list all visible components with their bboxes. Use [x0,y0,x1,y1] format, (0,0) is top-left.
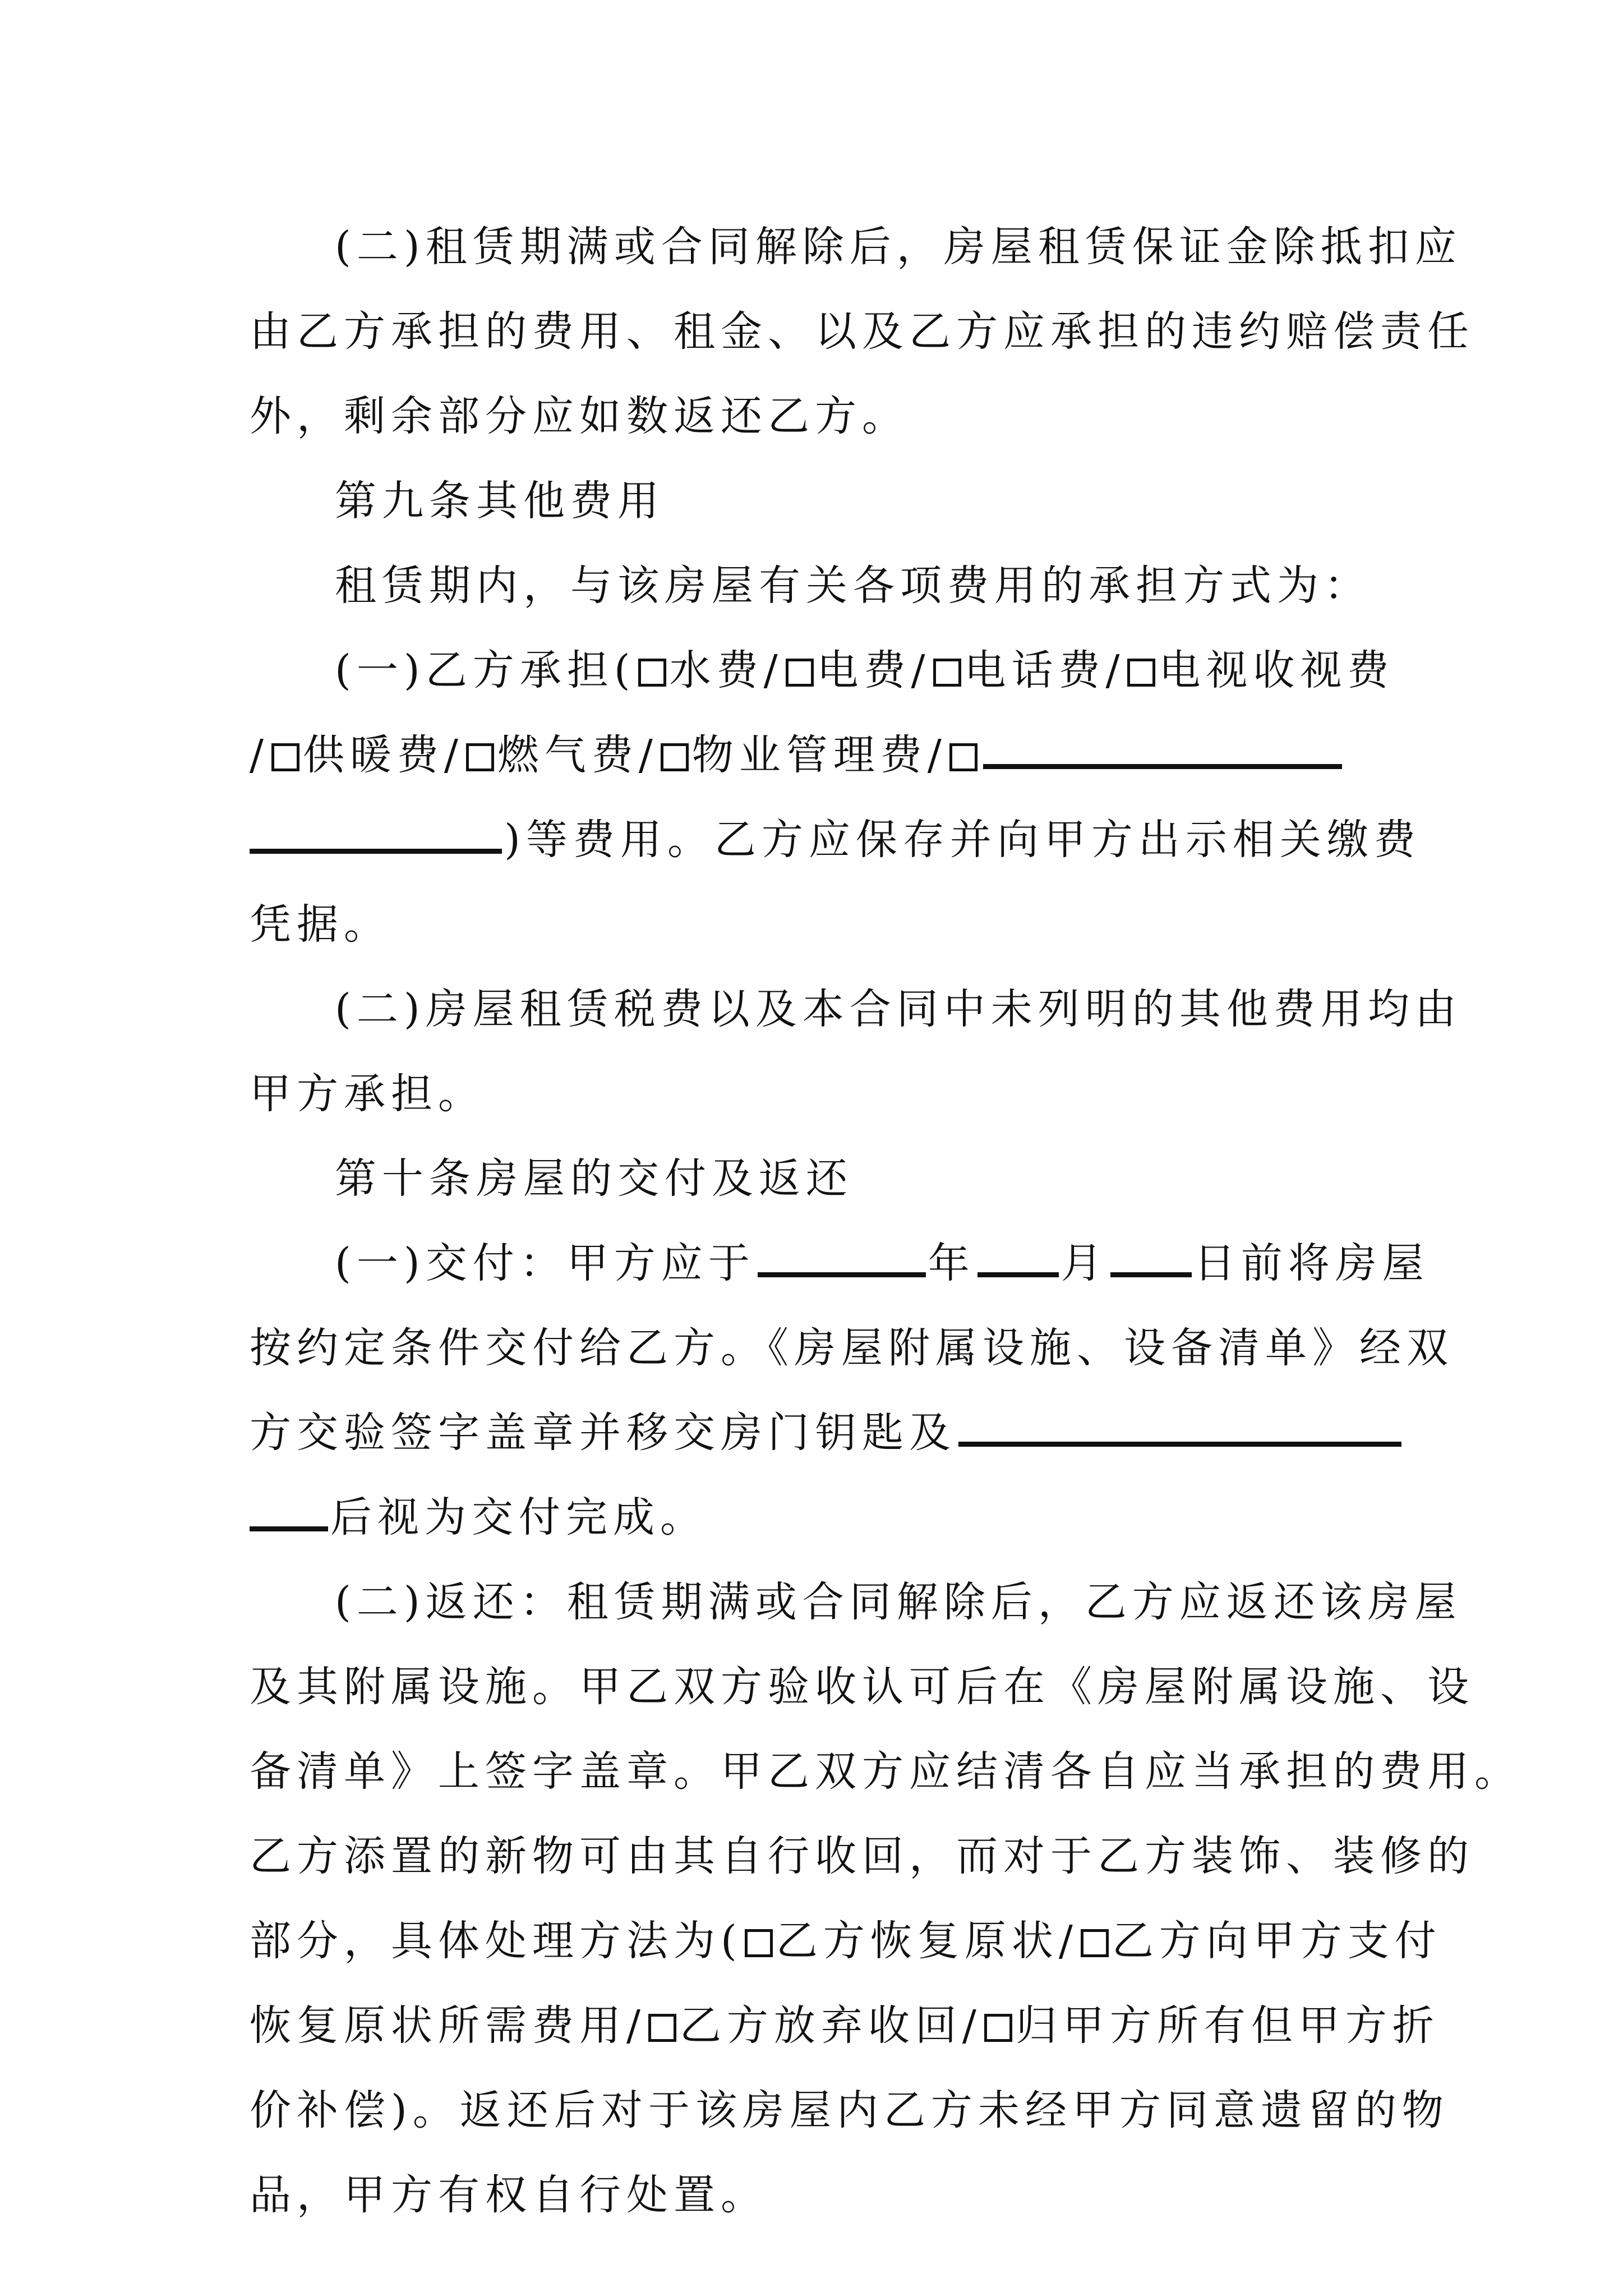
text-line [250,2153,768,2237]
checkbox[interactable] [638,659,666,687]
checkbox[interactable] [786,659,814,687]
text-line [250,1052,485,1136]
text: 租赁期内，与该房屋有关各项费用的承担方式为： [335,562,1371,610]
checkbox[interactable] [271,743,299,771]
option-label: 乙方恢复原状/ [776,1917,1078,1965]
text: (二)返还：租赁期满或合同解除后，乙方应返还该房屋 [335,1578,1462,1626]
text-line [250,1899,1442,1983]
option-label: 燃气费/ [497,731,658,779]
option-label: 电话费/ [964,646,1126,694]
text-line [250,1221,1430,1305]
text: 由乙方承担的费用、租金、以及乙方应承担的违约赔偿责任 [250,307,1474,356]
fill-in-blank[interactable] [250,817,502,854]
text-line [250,1814,1474,1898]
checkbox[interactable] [1127,659,1155,687]
year-blank[interactable] [758,1241,926,1277]
option-label: 供暖费/ [302,731,464,779]
text-line [250,713,1344,797]
text-line [250,1645,1474,1729]
text: 月 [1061,1239,1108,1287]
text-line [250,374,909,458]
text-line [250,2068,1449,2152]
option-label: 电视收视费 [1159,646,1395,694]
text-line [250,544,1371,628]
heading-text: 第十条房屋的交付及返还 [335,1154,853,1203]
text: (二)租赁期满或合同解除后，房屋租赁保证金除抵扣应 [335,223,1462,271]
text: / [250,731,269,779]
text: (一)乙方承担( [335,646,636,694]
text: 价补偿)。返还后对于该房屋内乙方未经甲方同意遗留的物 [250,2086,1449,2134]
fill-in-blank[interactable] [983,733,1342,769]
text: (一)交付：甲方应于 [335,1239,755,1287]
text: 部分，具体处理方法为( [250,1917,743,1965]
text-line [250,289,1474,374]
text: 外，剩余部分应如数返还乙方。 [250,392,909,440]
text-line [250,1475,707,1559]
text-line [250,882,391,967]
text-line [250,1984,1440,2068]
text: 日前将房屋 [1193,1239,1430,1287]
option-label: 乙方放弃收回/ [679,2001,982,2050]
text: 甲方承担。 [250,1070,485,1118]
text: 乙方添置的新物可由其自行收回，而对于乙方装饰、装修的 [250,1832,1474,1880]
option-label: 归甲方所有但甲方折 [1015,2001,1440,2050]
checkbox[interactable] [984,2014,1012,2042]
text: 方交验签字盖章并移交房门钥匙及 [250,1409,956,1457]
text-line [250,628,1394,712]
checkbox[interactable] [745,1929,773,1957]
text: 凭据。 [250,900,391,949]
text: 备清单》上签字盖章。甲乙双方应结清各自应当承担的费用。 [250,1747,1521,1796]
checkbox[interactable] [466,743,494,771]
option-label: 电费/ [817,646,931,694]
checkbox[interactable] [949,743,978,771]
text: (二)房屋租赁税费以及本合同中未列明的其他费用均由 [335,985,1462,1033]
text-line [250,1729,1521,1814]
heading-text: 第九条其他费用 [335,477,665,525]
month-blank[interactable] [978,1241,1059,1277]
day-blank[interactable] [1110,1241,1192,1277]
fill-in-blank[interactable] [250,1495,328,1531]
text-line [250,1306,1454,1390]
option-label: 物业管理费/ [691,731,947,779]
text-line [250,967,1462,1051]
text: 年 [928,1239,975,1287]
text-line [250,1560,1462,1644]
text: 品，甲方有权自行处置。 [250,2171,768,2219]
section-heading [250,1137,853,1221]
text: )等费用。乙方应保存并向甲方出示相关缴费 [504,816,1421,864]
checkbox[interactable] [661,743,689,771]
text: 后视为交付完成。 [330,1493,707,1542]
section-heading [250,459,665,543]
text-line [250,798,1421,882]
option-label: 乙方向甲方支付 [1112,1917,1442,1965]
checkbox[interactable] [933,659,961,687]
text: 按约定条件交付给乙方。《房屋附属设施、设备清单》经双 [250,1324,1454,1372]
text: 恢复原状所需费用/ [250,2001,646,2050]
fill-in-blank[interactable] [958,1410,1401,1447]
option-label: 水费/ [669,646,783,694]
text: 及其附属设施。甲乙双方验收认可后在《房屋附属设施、设 [250,1663,1474,1711]
checkbox[interactable] [648,2014,676,2042]
text-line [250,205,1462,289]
checkbox[interactable] [1081,1929,1109,1957]
text-line [250,1391,1404,1475]
